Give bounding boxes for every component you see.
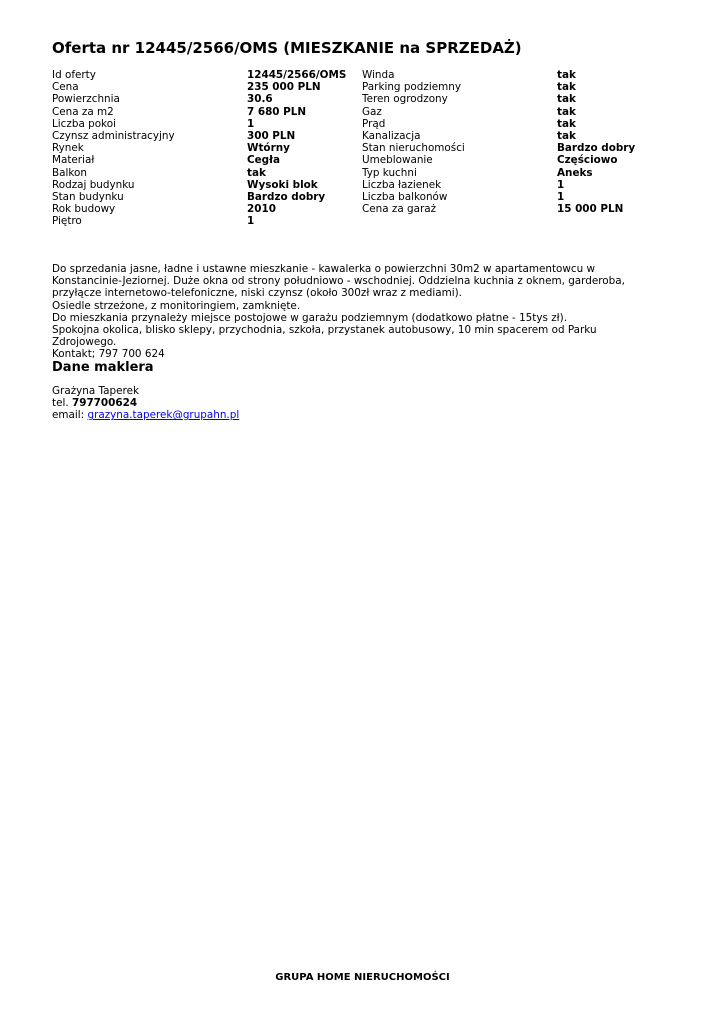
broker-phone: 797700624 [71,397,138,410]
spec-value: tak [557,129,576,142]
spec-value: tak [557,93,576,106]
spec-label: Balkon [52,166,87,179]
description-paragraph: Osiedle strzeżone, z monitoringiem, zamknięte. [52,299,301,312]
offer-description [52,263,662,361]
spec-label: Gaz [362,105,382,118]
broker-phone-line [52,397,239,409]
spec-value: Bardzo dobry [247,190,326,203]
spec-label: Czynsz administracyjny [52,129,175,142]
spec-label: Rodzaj budynku [52,178,135,191]
spec-value: 1 [557,190,565,203]
spec-value: tak [247,166,266,179]
phone-label: tel. [52,397,69,410]
footer-company-name: GRUPA HOME NIERUCHOMOŚCI [275,972,450,983]
spec-value: 15 000 PLN [557,203,624,216]
broker-heading: Dane maklera [52,360,154,375]
description-paragraph: Spokojna okolica, blisko sklepy, przychodnia, szkoła, przystanek autobusowy, 10 min spacerem od Parku Zdrojowego. [52,324,597,349]
spec-value: 2010 [247,203,276,216]
spec-value: Częściowo [557,154,618,167]
broker-email-link[interactable]: grazyna.taperek@grupahn.pl [87,409,240,422]
broker-name: Grażyna Taperek [52,385,139,397]
spec-value: 1 [247,215,255,228]
spec-value: 12445/2566/OMS [247,69,347,81]
spec-value: 1 [557,178,565,191]
spec-label: Cena [52,81,79,94]
description-paragraph: Do sprzedania jasne, ładne i ustawne mieszkanie - kawalerka o powierzchni 30m2 w apartamentowcu w Konstancinie-Jeziornej. Duże okna od strony południowo - wschodniej. Oddzielna kuchnia z oknem, garderoba, przyłącze internetowo-telefoniczne, niski czynsz (około 300zł wraz z mediami). [52,263,625,300]
spec-value: 30.6 [247,93,273,106]
spec-label: Parking podziemny [362,81,461,94]
spec-value: 7 680 PLN [247,105,307,118]
spec-label: Materiał [52,154,95,167]
spec-label: Kanalizacja [362,129,421,142]
spec-value: Bardzo dobry [557,142,636,155]
spec-value: tak [557,69,576,81]
page-title: Oferta nr 12445/2566/OMS (MIESZKANIE na SPRZEDAŻ) [52,39,522,57]
spec-label: Stan nieruchomości [362,142,465,155]
description-paragraph: Do mieszkania przynależy miejsce postojowe w garażu podziemnym (dodatkowo płatne - 15tys zł). [52,311,567,324]
spec-label: Rok budowy [52,203,116,216]
broker-details [52,385,239,422]
spec-label: Cena za m2 [52,105,114,118]
spec-label: Id oferty [52,69,96,81]
broker-email-line [52,409,239,421]
spec-value: 235 000 PLN [247,81,321,94]
spec-value: Aneks [557,166,593,179]
spec-label: Rynek [52,142,84,155]
spec-label: Powierzchnia [52,93,120,106]
spec-label: Umeblowanie [362,154,433,167]
spec-label: Typ kuchni [362,166,417,179]
spec-label: Winda [362,69,395,81]
spec-label: Teren ogrodzony [362,93,448,106]
spec-label: Prąd [362,117,386,130]
spec-value: Wysoki blok [247,178,318,191]
spec-label: Liczba pokoi [52,117,116,130]
spec-value: 300 PLN [247,129,296,142]
spec-label: Piętro [52,215,82,228]
description-paragraph: Kontakt; 797 700 624 [52,348,165,361]
spec-value: tak [557,117,576,130]
email-label: email: [52,409,85,422]
spec-label: Stan budynku [52,190,124,203]
spec-value: Wtórny [247,142,290,155]
spec-label: Cena za garaż [362,203,437,216]
spec-label: Liczba łazienek [362,178,442,191]
spec-value: tak [557,105,576,118]
spec-label: Liczba balkonów [362,190,448,203]
spec-value: tak [557,81,576,94]
spec-value: 1 [247,117,255,130]
spec-value: Cegła [247,154,280,167]
